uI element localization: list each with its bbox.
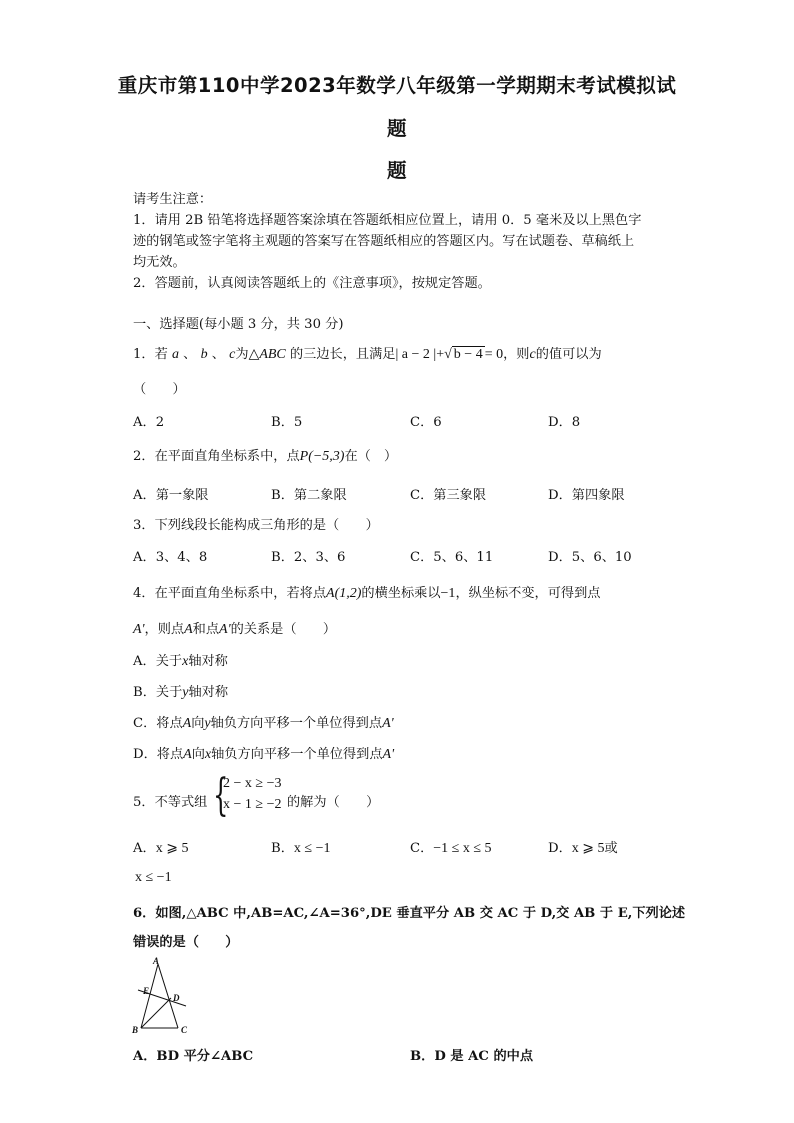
q4-c-point: A — [182, 716, 192, 731]
q4-a-text-2: 轴对称 — [188, 654, 228, 669]
q4-d-axis: x — [204, 747, 212, 762]
q5-option-a[interactable] — [133, 837, 188, 857]
q4-c-text-2: 向 — [191, 716, 205, 731]
q6-option-b[interactable]: B．D 是 AC 的中点 — [410, 1049, 534, 1064]
q1-text-5: 的值可以为 — [535, 347, 602, 362]
q2-text-2: 在（ ） — [344, 449, 398, 464]
q4-option-b[interactable] — [133, 681, 228, 701]
q4-d-text-2: 向 — [191, 747, 205, 762]
q5-stem-suffix: 的解为（ ） — [287, 795, 380, 810]
q2-option-c[interactable]: C．第三象限 — [410, 488, 487, 503]
q4-point-aprime-2: A' — [219, 622, 231, 637]
q4-text-1: 4．在平面直角坐标系中，若将点 — [133, 586, 327, 601]
question-6-stem-line2: 错误的是（ ） — [133, 935, 239, 950]
q5-option-c[interactable] — [410, 837, 492, 857]
q1-var-c2: c — [529, 347, 536, 362]
q5-option-b[interactable] — [271, 837, 330, 857]
notice-item1-line1: 1．请用 2B 铅笔将选择题答案涂填在答题纸相应位置上，请用 0．5 毫米及以上黑色字 — [133, 213, 642, 228]
q3-option-c[interactable]: C．5、6、11 — [410, 550, 494, 565]
notice-item1-line3: 均无效。 — [133, 255, 186, 270]
vertex-label-a: A — [153, 956, 160, 966]
q3-option-d[interactable]: D．5、6、10 — [548, 550, 632, 565]
q5-inequality-2: x − 1 ≥ −2 — [223, 797, 282, 812]
q5-b-label: B． — [271, 841, 294, 856]
vertex-label-b: B — [132, 1025, 139, 1035]
q5-brace: { — [213, 770, 229, 821]
section-heading: 一、选择题(每小题 3 分，共 30 分) — [133, 317, 344, 332]
q2-option-d[interactable]: D．第四象限 — [548, 488, 625, 503]
q5-option-d[interactable] — [548, 837, 618, 857]
question-2-stem — [133, 445, 397, 465]
question-4-stem-line2 — [133, 618, 336, 638]
q4-a-axis: x — [182, 654, 189, 669]
q5-d-or: 或 — [604, 841, 618, 856]
q4-d-text-3: 轴负方向平移一个单位得到点 — [211, 747, 383, 762]
q4-option-d[interactable] — [133, 743, 394, 763]
q3-option-a[interactable]: A．3、4、8 — [133, 550, 208, 565]
q4-text-5: 和点 — [192, 622, 220, 637]
q2-option-a[interactable]: A．第一象限 — [133, 488, 209, 503]
q4-point-a: A — [184, 622, 193, 637]
q1-plus: + — [436, 347, 445, 362]
q2-option-b[interactable]: B．第二象限 — [271, 488, 347, 503]
vertex-label-d: D — [173, 993, 180, 1003]
q1-text-4: ，则 — [503, 347, 530, 362]
q4-d-point: A — [183, 747, 192, 762]
exam-title-line1: 重庆市第110中学2023年数学八年级第一学期期末考试模拟试 — [117, 74, 677, 97]
q5-c-expr: −1 ≤ x ≤ 5 — [433, 841, 492, 856]
q4-text-2: 的横坐标乘以 — [361, 586, 441, 601]
q1-sep-2: 、 — [211, 347, 225, 362]
q4-a-text-1: A．关于 — [133, 654, 183, 669]
q4-point: A(1,2) — [326, 586, 362, 601]
vertex-label-e: E — [143, 986, 150, 996]
question-4-stem-line1 — [133, 582, 601, 602]
q5-option-d-continued: x ≤ −1 — [135, 870, 172, 885]
q2-point: P(−5,3) — [299, 449, 345, 464]
q1-text-2: 为 — [235, 347, 249, 362]
notice-heading: 请考生注意： — [133, 192, 213, 207]
question-6-stem-line1: 6．如图,△ABC 中,AB=AC,∠A=36°,DE 垂直平分 AB 交 AC 于 D,交 AB 于 E,下列论述 — [133, 906, 686, 921]
q5-b-expr: x ≤ −1 — [293, 841, 331, 856]
vertex-label-c: C — [181, 1025, 188, 1035]
notice-item1-line2: 迹的钢笔或签字笔将主观题的答案写在答题纸相应的答题区内。写在试题卷、草稿纸上 — [133, 234, 635, 249]
q4-text-3: ，纵坐标不变，可得到点 — [455, 586, 601, 601]
q4-b-text-2: 轴对称 — [188, 685, 229, 700]
q4-text-4: ，则点 — [144, 622, 185, 637]
q4-neg-one: −1 — [440, 586, 456, 601]
exam-title-line3: 题 — [386, 159, 407, 182]
q1-triangle: △ABC — [248, 347, 286, 362]
q4-text-6: 的关系是（ ） — [230, 622, 337, 637]
q4-d-point-2: A' — [382, 747, 395, 762]
q1-text-1: 1．若 — [133, 347, 168, 362]
q5-stem-prefix: 5．不等式组 — [133, 795, 208, 810]
q1-var-b: b — [200, 347, 208, 362]
q4-b-axis: y — [182, 685, 189, 700]
q5-a-expr: x ⩾ 5 — [155, 841, 189, 856]
q4-c-text-3: 轴负方向平移一个单位得到点 — [210, 716, 383, 731]
q4-option-c[interactable] — [133, 712, 394, 732]
q1-sep-1: 、 — [183, 347, 197, 362]
notice-item2: 2．答题前，认真阅读答题纸上的《注意事项》，按规定答题。 — [133, 276, 491, 291]
q2-text-1: 2．在平面直角坐标系中，点 — [133, 449, 300, 464]
question-3-stem: 3．下列线段长能构成三角形的是（ ） — [133, 518, 379, 533]
q1-text-3: 的三边长，且满足 — [289, 347, 396, 362]
q1-var-a: a — [171, 347, 179, 362]
q5-a-label: A． — [133, 841, 156, 856]
q1-option-a[interactable]: A．2 — [133, 415, 165, 430]
q1-answer-paren: （ ） — [133, 382, 186, 397]
q6-option-a[interactable]: A．BD 平分∠ABC — [133, 1049, 254, 1064]
triangle-figure — [128, 956, 198, 1036]
q4-d-text-1: D．将点 — [133, 747, 184, 762]
q1-equals: = 0 — [484, 347, 504, 362]
q5-d-label: D． — [548, 841, 572, 856]
q3-option-b[interactable]: B．2、3、6 — [271, 550, 346, 565]
q1-var-c: c — [229, 347, 236, 362]
q4-b-text-1: B．关于 — [133, 685, 183, 700]
q1-sqrt-body: b − 4 — [453, 347, 483, 362]
q4-point-aprime: A' — [133, 622, 145, 637]
q1-option-d[interactable]: D．8 — [548, 415, 581, 430]
exam-title-line2: 题 — [386, 117, 407, 140]
q4-option-a[interactable] — [133, 650, 228, 670]
q1-abs-term: | a − 2 | — [395, 347, 437, 362]
q5-inequality-system — [213, 770, 293, 821]
q4-c-point-2: A' — [382, 716, 394, 731]
q1-sqrt-sign: √ — [444, 347, 452, 362]
q4-c-text-1: C．将点 — [133, 716, 183, 731]
q4-c-axis: y — [204, 716, 211, 731]
q1-option-c[interactable]: C．6 — [410, 415, 442, 430]
q5-c-label: C． — [410, 841, 434, 856]
q1-option-b[interactable]: B．5 — [271, 415, 303, 430]
q5-inequality-1: 2 − x ≥ −3 — [223, 776, 282, 791]
question-1-stem — [133, 343, 602, 363]
q5-d-expr: x ⩾ 5 — [571, 841, 605, 856]
